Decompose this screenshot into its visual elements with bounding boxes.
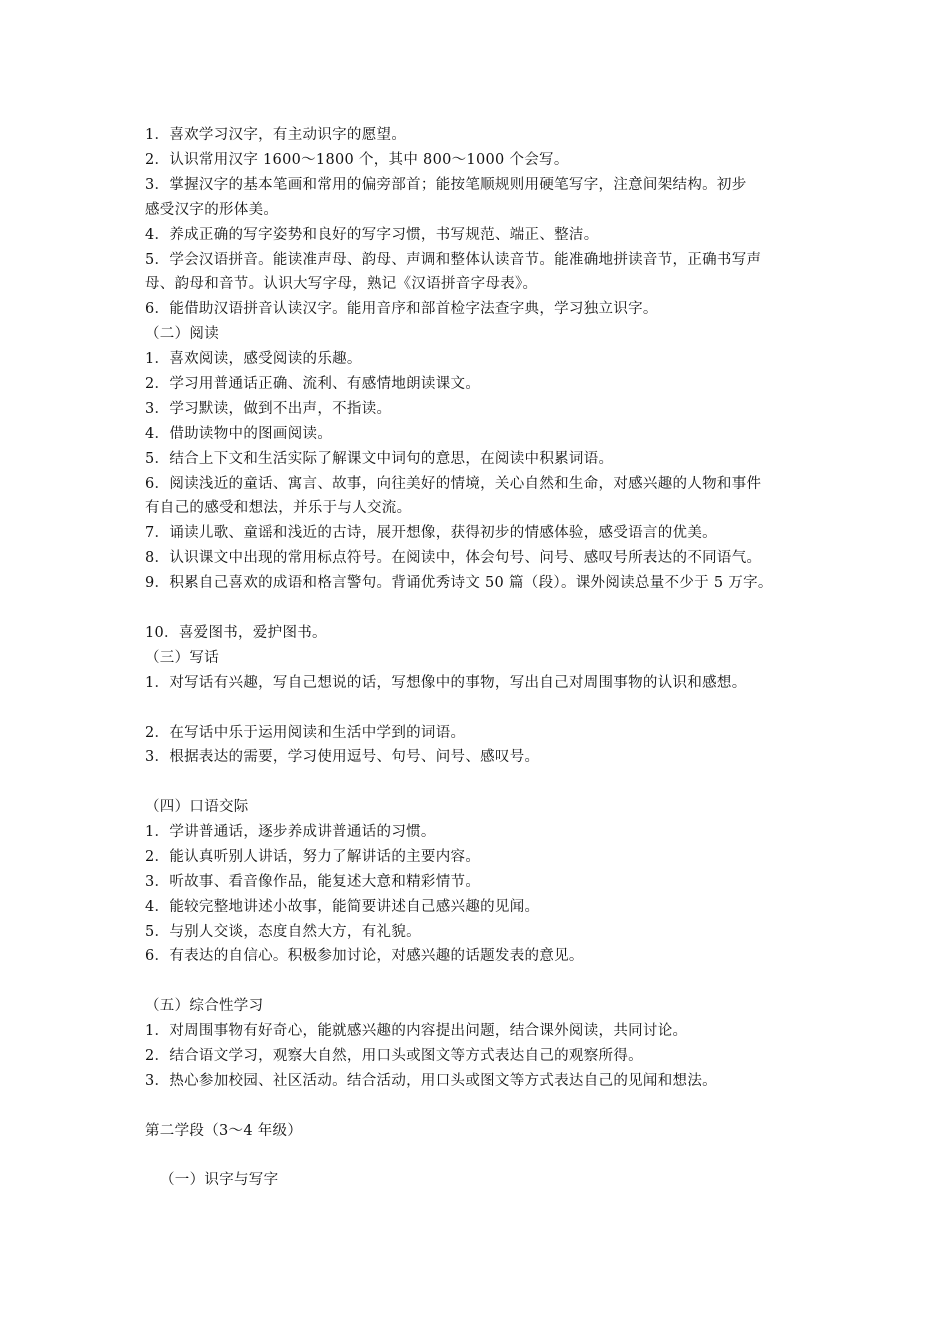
text-line: 6．能借助汉语拼音认读汉字。能用音序和部首检字法查字典，学习独立识字。 xyxy=(145,301,658,317)
section-heading: （四）口语交际 xyxy=(145,799,249,815)
text-line: 8．认识课文中出现的常用标点符号。在阅读中，体会句号、问号、感叹号所表达的不同语气。 xyxy=(145,550,762,566)
text-line: 9．积累自己喜欢的成语和格言警句。背诵优秀诗文 50 篇（段）。课外阅读总量不少于 5 万字。 xyxy=(145,575,773,591)
text-line: 有自己的感受和想法，并乐于与人交流。 xyxy=(145,500,412,516)
text-line: 母、韵母和音节。认识大写字母，熟记《汉语拼音字母表》。 xyxy=(145,276,538,292)
text-line: 3．根据表达的需要，学习使用逗号、句号、问号、感叹号。 xyxy=(145,749,540,765)
text-line: 2．在写话中乐于运用阅读和生活中学到的词语。 xyxy=(145,725,466,741)
text-line: 2．认识常用汉字 1600～1800 个，其中 800～1000 个会写。 xyxy=(145,152,569,168)
text-line: 2．结合语文学习，观察大自然，用口头或图文等方式表达自己的观察所得。 xyxy=(145,1048,643,1064)
text-line: 3．学习默读，做到不出声，不指读。 xyxy=(145,401,392,417)
section-heading: （五）综合性学习 xyxy=(145,998,264,1014)
text-line: 4．能较完整地讲述小故事，能简要讲述自己感兴趣的见闻。 xyxy=(145,899,540,915)
text-line: 1．对周围事物有好奇心，能就感兴趣的内容提出问题，结合课外阅读，共同讨论。 xyxy=(145,1023,688,1039)
text-line: 1．学讲普通话，逐步养成讲普通话的习惯。 xyxy=(145,824,436,840)
text-line: 2．能认真听别人讲话，努力了解讲话的主要内容。 xyxy=(145,849,481,865)
text-line: 3．听故事、看音像作品，能复述大意和精彩情节。 xyxy=(145,874,481,890)
section-heading: （一）识字与写字 xyxy=(160,1172,279,1188)
text-line: 4．借助读物中的图画阅读。 xyxy=(145,426,333,442)
text-line: 4．养成正确的写字姿势和良好的写字习惯，书写规范、端正、整洁。 xyxy=(145,227,599,243)
stage-heading: 第二学段（3～4 年级） xyxy=(145,1123,303,1139)
text-line: 5．学会汉语拼音。能读准声母、韵母、声调和整体认读音节。能准确地拼读音节，正确书写声 xyxy=(145,252,762,268)
text-line: 5．结合上下文和生活实际了解课文中词句的意思，在阅读中积累词语。 xyxy=(145,451,614,467)
text-line: 1．喜欢阅读，感受阅读的乐趣。 xyxy=(145,351,362,367)
section-heading: （三）写话 xyxy=(145,650,219,666)
text-line: 1．对写话有兴趣，写自己想说的话，写想像中的事物，写出自己对周围事物的认识和感想。 xyxy=(145,675,747,691)
text-line: 10．喜爱图书，爱护图书。 xyxy=(145,625,327,641)
text-line: 7．诵读儿歌、童谣和浅近的古诗，展开想像，获得初步的情感体验，感受语言的优美。 xyxy=(145,525,717,541)
text-line: 5．与别人交谈，态度自然大方，有礼貌。 xyxy=(145,924,421,940)
text-line: 2．学习用普通话正确、流利、有感情地朗读课文。 xyxy=(145,376,481,392)
text-line: 1．喜欢学习汉字，有主动识字的愿望。 xyxy=(145,127,407,143)
section-heading: （二）阅读 xyxy=(145,326,219,342)
text-line: 6．阅读浅近的童话、寓言、故事，向往美好的情境，关心自然和生命，对感兴趣的人物和事件 xyxy=(145,476,762,492)
text-line: 6．有表达的自信心。积极参加讨论，对感兴趣的话题发表的意见。 xyxy=(145,948,584,964)
text-line: 3．热心参加校园、社区活动。结合活动，用口头或图文等方式表达自己的见闻和想法。 xyxy=(145,1073,717,1089)
text-line: 3．掌握汉字的基本笔画和常用的偏旁部首；能按笔顺规则用硬笔写字，注意间架结构。初步 xyxy=(145,177,747,193)
text-line: 感受汉字的形体美。 xyxy=(145,202,279,218)
